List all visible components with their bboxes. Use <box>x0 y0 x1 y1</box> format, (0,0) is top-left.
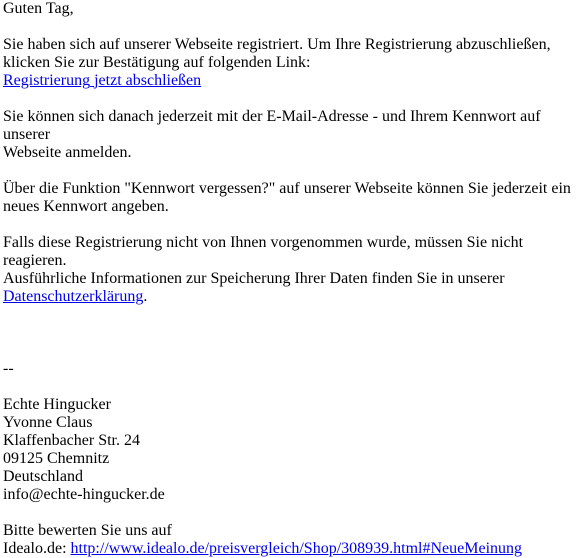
email-body <box>3 0 579 558</box>
signature-street: Klaffenbacher Str. 24 <box>3 432 140 449</box>
confirm-link-word-1: Registrierung <box>3 72 91 89</box>
forgot-password-paragraph <box>3 180 579 216</box>
signature-block <box>3 396 579 504</box>
login-paragraph <box>3 108 579 162</box>
intro-line-2: klicken Sie zur Bestätigung auf folgenden Link: <box>3 54 311 71</box>
privacy-policy-link[interactable]: Datenschutzerklärung <box>3 288 144 305</box>
confirm-registration-link[interactable] <box>3 72 201 89</box>
idealo-review-link[interactable]: http://www.idealo.de/preisvergleich/Shop/308939.html#NeueMeinung <box>70 540 523 557</box>
intro-paragraph <box>3 36 579 90</box>
signature-company: Echte Hingucker <box>3 396 111 413</box>
login-line-2: Webseite anmelden. <box>3 144 132 161</box>
privacy-period: . <box>143 288 148 305</box>
signature-email: info@echte-hingucker.de <box>3 486 165 503</box>
signature-name: Yvonne Claus <box>3 414 93 431</box>
confirm-link-word-2: jetzt abschließen <box>94 72 202 89</box>
ignore-paragraph <box>3 234 579 306</box>
signature-country: Deutschland <box>3 468 83 485</box>
ignore-line-2: Ausführliche Informationen zur Speicherung Ihrer Daten finden Sie in unserer <box>3 270 505 287</box>
signature-separator: -- <box>3 360 14 377</box>
intro-line-1: Sie haben sich auf unserer Webseite registriert. Um Ihre Registrierung abzuschließen, <box>3 36 551 53</box>
greeting: Guten Tag, <box>3 0 74 17</box>
forgot-line-2: neues Kennwort angeben. <box>3 198 169 215</box>
forgot-line-1: Über die Funktion "Kennwort vergessen?" auf unserer Webseite können Sie jederzeit ein <box>3 180 571 197</box>
signature-city: 09125 Chemnitz <box>3 450 110 467</box>
review-line-1: Bitte bewerten Sie uns auf <box>3 522 172 539</box>
login-line-1: Sie können sich danach jederzeit mit der E-Mail-Adresse - und Ihrem Kennwort auf unserer <box>3 108 541 143</box>
ignore-line-1: Falls diese Registrierung nicht von Ihnen vorgenommen wurde, müssen Sie nicht reagieren. <box>3 234 524 269</box>
review-paragraph <box>3 522 579 558</box>
review-prefix: Idealo.de: <box>3 540 71 557</box>
